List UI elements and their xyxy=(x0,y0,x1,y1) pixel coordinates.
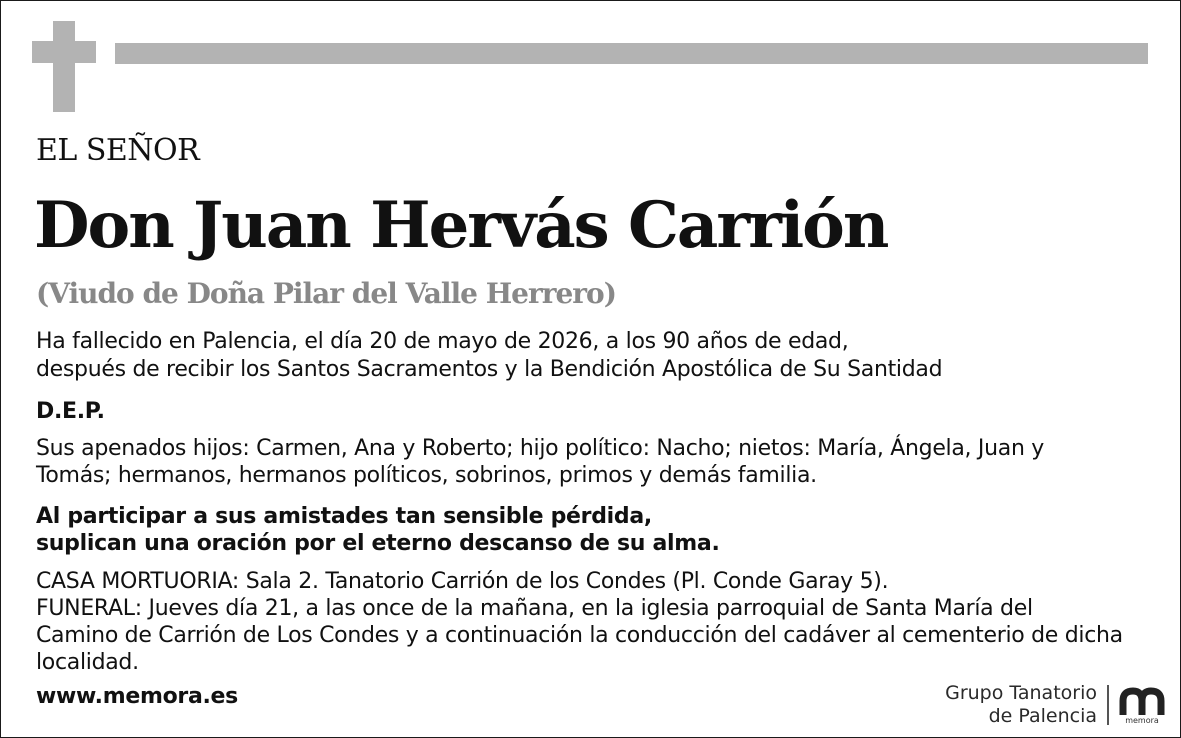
logo-subtitle: memora xyxy=(1125,716,1159,725)
website-link[interactable]: www.memora.es xyxy=(36,684,238,709)
family-line-2: Tomás; hermanos, hermanos políticos, sobrinos, primos y demás familia. xyxy=(36,463,817,488)
death-notice-line-1: Ha fallecido en Palencia, el día 20 de mayo de 2026, a los 90 años de edad, xyxy=(36,329,849,354)
family-line-1: Sus apenados hijos: Carmen, Ana y Roberto; hijo político: Nacho; nietos: María, Ángela, Juan y xyxy=(36,436,1045,461)
header-rule xyxy=(115,43,1148,64)
dep-label: D.E.P. xyxy=(36,399,105,424)
logo-separator xyxy=(1107,685,1109,725)
funeral-home-line-1: Grupo Tanatorio xyxy=(945,682,1097,704)
plea-line-1: Al participar a sus amistades tan sensible pérdida, xyxy=(36,504,652,529)
funeral-line-3: localidad. xyxy=(36,650,139,675)
death-notice-line-2: después de recibir los Santos Sacramentos y la Bendición Apostólica de Su Santidad xyxy=(36,357,943,382)
casa-mortuoria-line: CASA MORTUORIA: Sala 2. Tanatorio Carrión de los Condes (Pl. Conde Garay 5). xyxy=(36,569,889,594)
plea-line-2: suplican una oración por el eterno descanso de su alma. xyxy=(36,531,720,556)
funeral-home-name xyxy=(945,682,1097,728)
deceased-name: Don Juan Hervás Carrión xyxy=(34,188,888,263)
honorific-label: EL SEÑOR xyxy=(36,133,200,168)
widow-note: (Viudo de Doña Pilar del Valle Herrero) xyxy=(36,277,616,310)
funeral-line-1: FUNERAL: Jueves día 21, a las once de la mañana, en la iglesia parroquial de Santa María del xyxy=(36,596,1033,621)
funeral-line-2: Camino de Carrión de Los Condes y a continuación la conducción del cadáver al cementerio de dicha xyxy=(36,623,1123,648)
funeral-home-line-2: de Palencia xyxy=(988,705,1097,727)
